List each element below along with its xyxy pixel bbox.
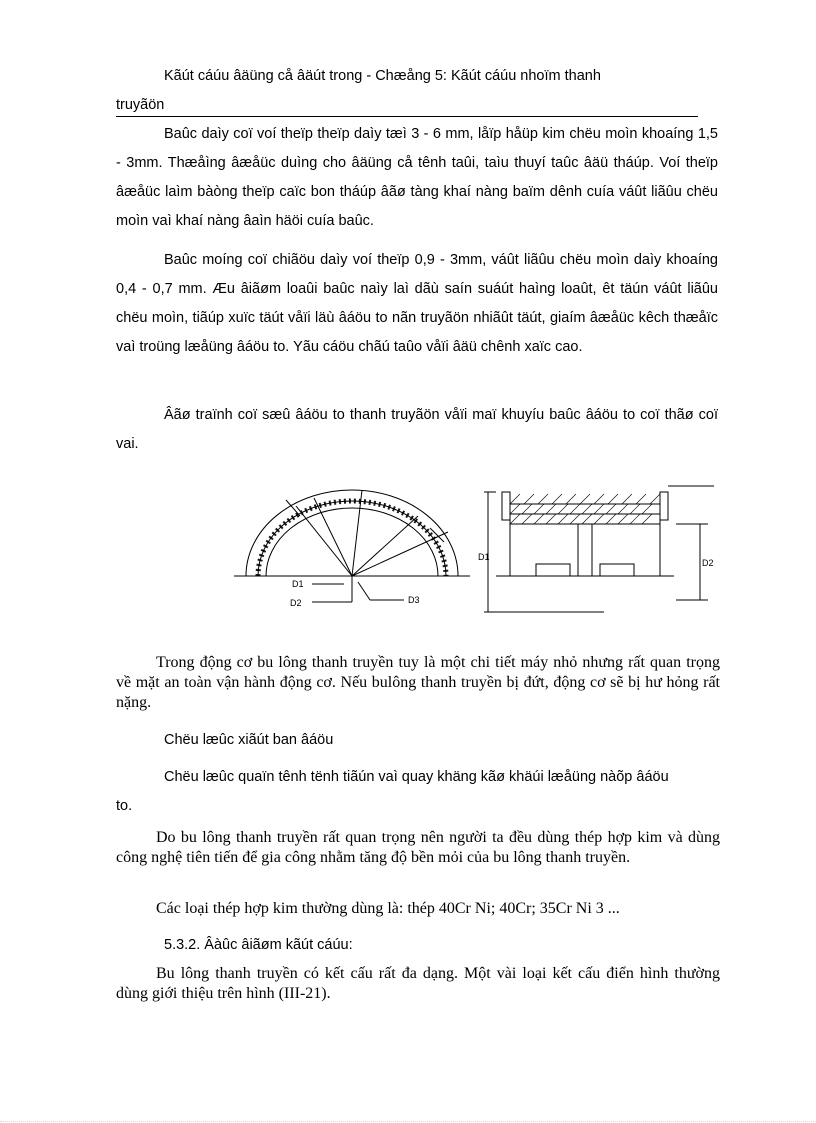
header-line-2: truyãön — [116, 97, 165, 113]
page-header — [116, 62, 696, 120]
label-d3-left: D3 — [408, 595, 420, 605]
paragraph-bolt-structure: Bu lông thanh truyền có kết cấu rất đa dạng. Một vài loại kết cấu điển hình thường dùng giới thiệu trên hình (III-21). — [116, 965, 720, 1002]
label-d1-left: D1 — [292, 579, 304, 589]
paragraph-bolt-importance: Trong động cơ bu lông thanh truyền tuy là một chi tiết máy nhỏ nhưng rất quan trọng về mặt an toàn vận hành động cơ. Nếu bulông thanh truyền bị đứt, động cơ sẽ bị hư hỏng rất nặng. — [116, 654, 720, 711]
paragraph-inertia-force: Chëu læûc quaïn tênh tënh tiãún vaì quay khäng kãø khäúi læåüng nàõp âáöu — [164, 769, 669, 785]
label-d2-right: D2 — [702, 558, 714, 568]
paragraph-shoulder: Âãø traïnh coï sæû âáöu to thanh truyãön våïi maï khuyíu baûc âáöu to coï thãø coï vai. — [116, 407, 718, 452]
label-d2-left: D2 — [290, 598, 302, 608]
paragraph-steel-grades: Các loại thép hợp kim thường dùng là: thép 40Cr Ni; 40Cr; 35Cr Ni 3 ... — [156, 900, 620, 917]
header-rule — [116, 116, 698, 117]
paragraph-initial-tension: Chëu læûc xiãút ban âáöu — [164, 732, 334, 748]
header-line-1: Kãút cáúu âäüng cå âäút trong - Chæång 5: Kãút cáúu nhoïm thanh — [164, 68, 601, 84]
paragraph-inertia-force-end: to. — [116, 798, 133, 814]
paragraph-thick-bearing: Baûc daìy coï voí theïp theïp daìy tæì 3 - 6 mm, låïp håüp kim chëu moìn khoaíng 1,5 - 3mm. Thæåìng âæåüc duìng cho âäüng cå tênh taûi, taìu thuyí taûc âäü tháúp. Voí theïp âæåüc laìm bàòng theïp caïc bon tháúp âãø tàng khaí nàng baïm dênh cuía váût liãûu chëu moìn vaì khaí nàng âaìn häöi cuía baûc. — [116, 126, 718, 229]
half-bearing-section — [234, 490, 470, 602]
paragraph-material: Do bu lông thanh truyền rất quan trọng nên người ta đều dùng thép hợp kim và dùng công nghệ tiên tiến để gia công nhằm tăng độ bền mỏi của bu lông thanh truyền. — [116, 829, 720, 866]
bearing-figure — [234, 482, 724, 616]
bearing-cross-section — [484, 486, 714, 612]
section-heading-5-3-2: 5.3.2. Âàûc âiãøm kãút cáúu: — [164, 937, 353, 953]
page-bottom-border — [0, 1121, 816, 1122]
label-d1-right: D1 — [478, 552, 490, 562]
paragraph-thin-bearing: Baûc moíng coï chiãöu daìy voí theïp 0,9 - 3mm, váût liãûu chëu moìn daìy khoaíng 0,4 - 0,7 mm. Æu âiãøm loaûi baûc naìy laì dãù saín suáút haìng loaût, êt täún váût liãûu chëu moìn, tiãúp xuïc täút våïi läù âáöu to nãn truyãön nhiãût täút, giaím âæåüc kêch thæåïc vaì troüng læåüng âáöu to. Yãu cáöu chãú taûo våïi âäü chênh xaïc cao. — [116, 252, 718, 355]
